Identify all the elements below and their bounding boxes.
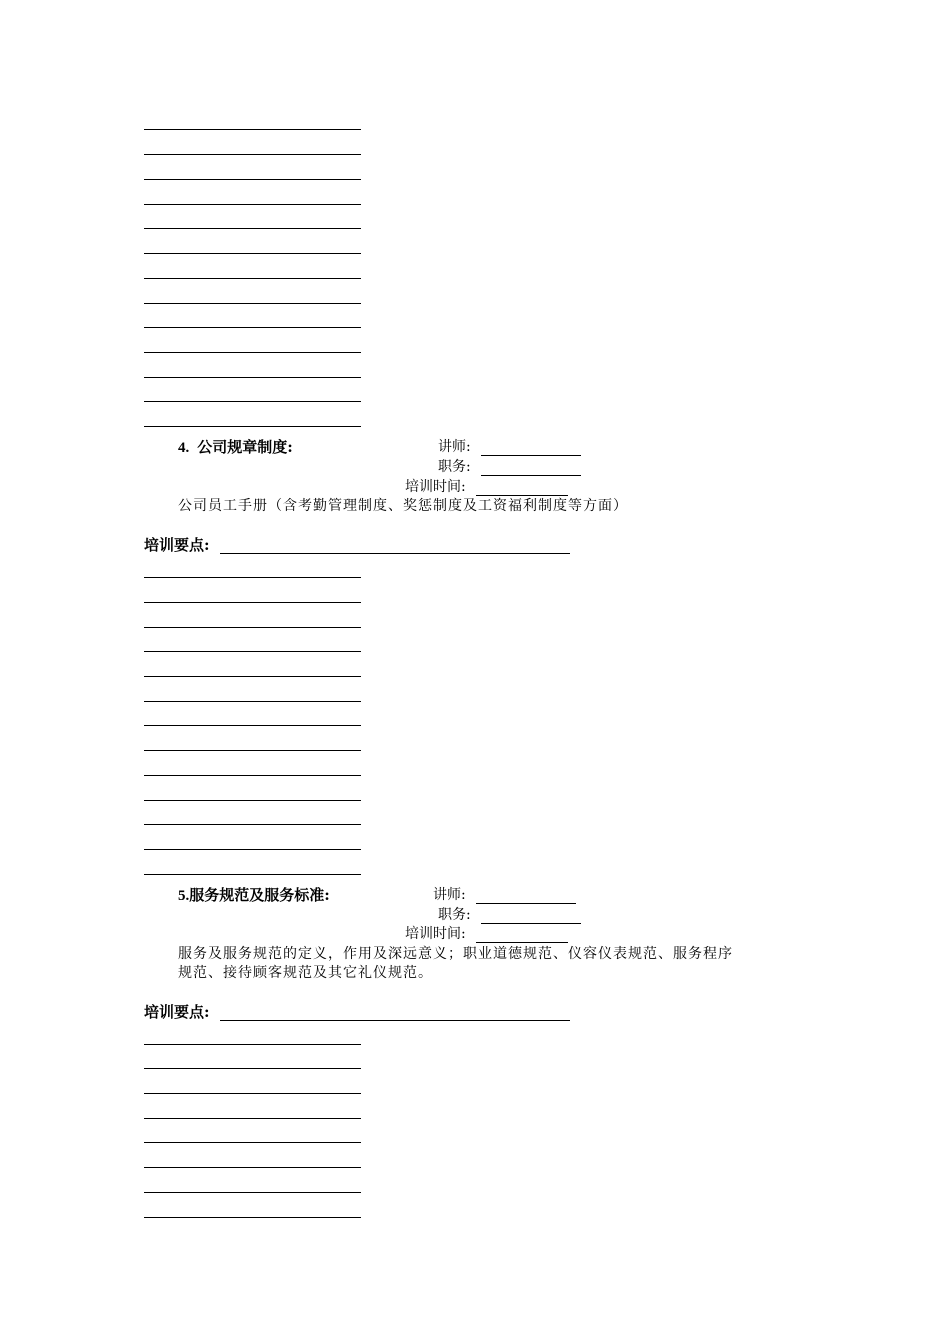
note-line [144, 676, 361, 677]
note-line [144, 824, 361, 825]
lecturer-label: 讲师: [438, 439, 471, 455]
position-label: 职务: [438, 459, 471, 475]
position-label: 职务: [438, 907, 471, 923]
section-description-line-1: 服务及服务规范的定义，作用及深远意义；职业道德规范、仪容仪表规范、服务程序 [178, 946, 733, 962]
note-line [144, 426, 361, 427]
note-line [144, 1068, 361, 1069]
note-line [144, 253, 361, 254]
note-line [144, 1093, 361, 1094]
note-line [144, 303, 361, 304]
section-description: 公司员工手册（含考勤管理制度、奖惩制度及工资福利制度等方面） [178, 498, 628, 514]
training-points [144, 1003, 570, 1021]
note-line [144, 154, 361, 155]
note-line [144, 701, 361, 702]
note-line [144, 1217, 361, 1218]
lecturer-field [438, 438, 581, 456]
note-line [144, 228, 361, 229]
note-line [144, 179, 361, 180]
note-line [144, 327, 361, 328]
note-line [144, 775, 361, 776]
section-heading [178, 886, 330, 905]
note-line [144, 874, 361, 875]
time-blank[interactable] [476, 928, 568, 943]
note-line [144, 352, 361, 353]
lecturer-label: 讲师: [433, 887, 466, 903]
note-line [144, 849, 361, 850]
note-line [144, 1192, 361, 1193]
note-line [144, 1044, 361, 1045]
note-line [144, 1142, 361, 1143]
time-label: 培训时间: [405, 926, 466, 942]
note-line [144, 577, 361, 578]
position-blank[interactable] [481, 461, 581, 476]
note-line [144, 800, 361, 801]
note-line [144, 725, 361, 726]
note-line [144, 204, 361, 205]
note-line [144, 602, 361, 603]
section-heading [178, 438, 293, 457]
training-points-blank[interactable] [220, 539, 570, 554]
lecturer-blank[interactable] [476, 889, 576, 904]
note-line [144, 377, 361, 378]
training-points-blank[interactable] [220, 1006, 570, 1021]
section-number: 4. [178, 440, 190, 456]
lecturer-blank[interactable] [481, 441, 581, 456]
training-points-label: 培训要点: [144, 536, 210, 554]
time-blank[interactable] [476, 481, 568, 496]
time-field [405, 925, 568, 943]
training-points-label: 培训要点: [144, 1003, 210, 1021]
note-line [144, 1167, 361, 1168]
time-field [405, 478, 568, 496]
section-title: 公司规章制度: [197, 438, 293, 456]
note-line [144, 278, 361, 279]
time-label: 培训时间: [405, 479, 466, 495]
section-description-line-2: 规范、接待顾客规范及其它礼仪规范。 [178, 965, 433, 981]
note-line [144, 1118, 361, 1119]
lecturer-field [433, 886, 576, 904]
section-title: 服务规范及服务标准: [189, 886, 330, 904]
training-points [144, 536, 570, 554]
note-line [144, 750, 361, 751]
note-line [144, 627, 361, 628]
note-line [144, 401, 361, 402]
position-field [438, 906, 581, 924]
position-field [438, 458, 581, 476]
note-line [144, 129, 361, 130]
note-line [144, 651, 361, 652]
section-number: 5. [178, 888, 190, 904]
position-blank[interactable] [481, 909, 581, 924]
